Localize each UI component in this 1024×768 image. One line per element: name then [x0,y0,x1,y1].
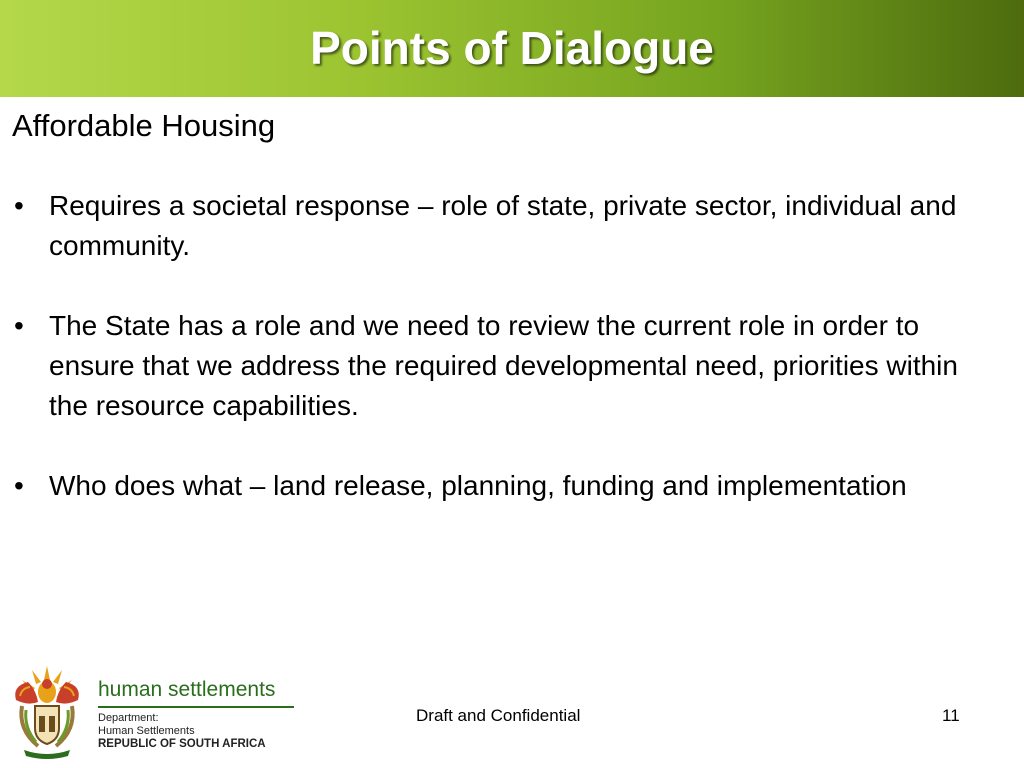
brand-name: human settlements [98,678,276,701]
bullet-text: The State has a role and we need to review the current role in order to ensure that we address the required developmental need, priorities within the resource capabilities. [49,310,958,421]
bullet-text: Who does what – land release, planning, funding and implementation [49,470,907,501]
slide-heading: Affordable Housing [12,108,276,143]
bullet-item [10,306,1000,426]
bullet-text: Requires a societal response – role of state, private sector, individual and community. [49,190,957,261]
brand-divider [98,706,294,708]
department-logo [8,660,308,760]
slide-number: 11 [942,706,960,725]
slide-content [10,104,1000,546]
bullet-dot-icon: • [14,310,24,341]
title-bar [0,0,1024,97]
bullet-item [10,466,1000,506]
department-name: Human Settlements [98,725,195,737]
bullet-dot-icon: • [14,470,24,501]
bullet-item [10,186,1000,266]
slide-title: Points of Dialogue [310,22,714,74]
bullet-dot-icon: • [14,190,24,221]
coat-of-arms-icon [8,660,86,760]
department-block [98,712,266,751]
footer-confidential: Draft and Confidential [416,706,581,725]
department-label: Department: [98,712,159,724]
country-name: REPUBLIC OF SOUTH AFRICA [98,738,266,750]
bullet-list [10,186,1000,506]
